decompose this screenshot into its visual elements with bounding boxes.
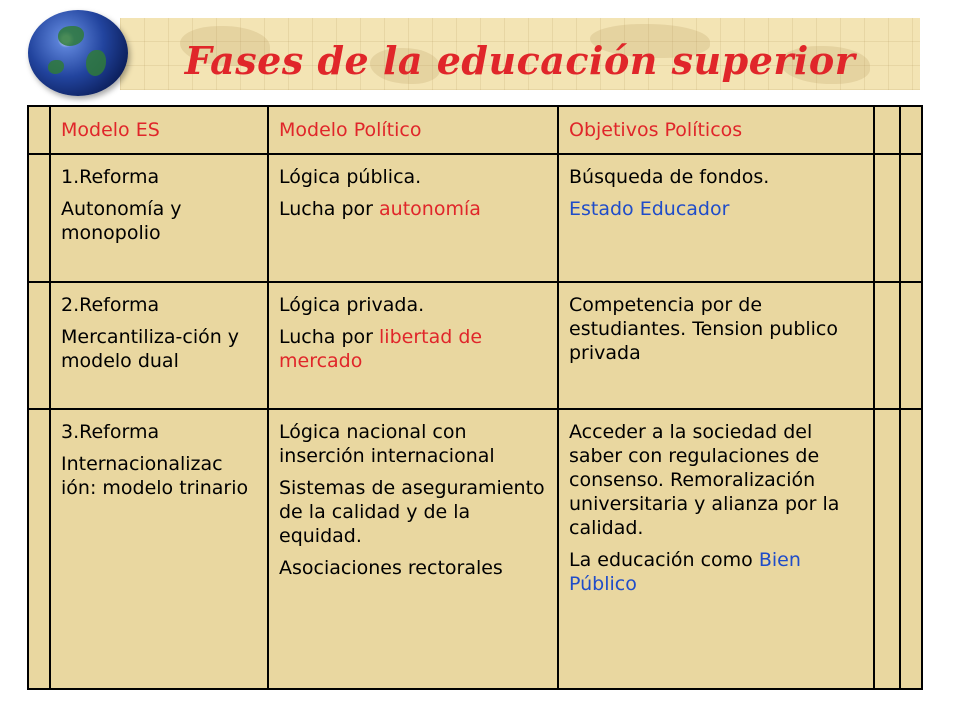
left-edge-cell (28, 409, 50, 689)
policy-assurance: Sistemas de aseguramiento de la calidad y de la equidad. (279, 477, 545, 547)
header-objetivos-politicos: Objetivos Políticos (558, 106, 874, 154)
reform-label: 3.Reforma (61, 421, 160, 443)
right-edge-cell (900, 106, 922, 154)
reform-description: Internacionalizac ión: modelo trinario (61, 453, 249, 499)
left-edge-cell (28, 282, 50, 409)
policy-struggle-emphasis: libertad de mercado (279, 326, 483, 372)
modelo-es-cell (50, 282, 268, 409)
policy-struggle (279, 197, 549, 221)
modelo-es-cell (50, 409, 268, 689)
policy-logic: Lógica nacional con inserción internacional (279, 421, 495, 467)
policy-struggle-prefix: Lucha por (279, 198, 380, 220)
objective-public-good-prefix: La educación como (569, 549, 759, 571)
header-modelo-es: Modelo ES (50, 106, 268, 154)
objetivos-cell (558, 409, 874, 689)
right-edge-cell (900, 409, 922, 689)
reform-label: 1.Reforma (61, 166, 160, 188)
policy-associations: Asociaciones rectorales (279, 557, 503, 579)
modelo-politico-cell (268, 154, 558, 282)
objective-text: Búsqueda de fondos. (569, 166, 770, 188)
left-edge-cell (28, 106, 50, 154)
right-edge-cell (900, 154, 922, 282)
table-row (28, 409, 922, 689)
phases-table (27, 105, 923, 690)
globe-icon (28, 10, 128, 96)
policy-struggle-emphasis: autonomía (379, 198, 481, 220)
policy-logic: Lógica privada. (279, 294, 425, 316)
modelo-politico-cell (268, 282, 558, 409)
reform-label: 2.Reforma (61, 294, 160, 316)
objective-text: Acceder a la sociedad del saber con regulaciones de consenso. Remoralización universitaria y alianza por la calidad. (569, 421, 840, 539)
reform-description: Autonomía y monopolio (61, 198, 182, 244)
right-edge-cell (874, 154, 900, 282)
right-edge-cell (900, 282, 922, 409)
right-edge-cell (874, 106, 900, 154)
modelo-politico-cell (268, 409, 558, 689)
objective-public-good-emphasis: Bien Público (569, 549, 801, 595)
reform-description: Mercantiliza-ción y modelo dual (61, 326, 240, 372)
objetivos-cell (558, 282, 874, 409)
table-row (28, 154, 922, 282)
right-edge-cell (874, 409, 900, 689)
objective-text: Competencia por de estudiantes. Tension publico privada (569, 294, 839, 364)
objective-emphasis: Estado Educador (569, 198, 730, 220)
table-header-row (28, 106, 922, 154)
objective-public-good (569, 548, 865, 596)
objetivos-cell (558, 154, 874, 282)
header-modelo-politico: Modelo Político (268, 106, 558, 154)
policy-logic: Lógica pública. (279, 166, 422, 188)
slide-title: Fases de la educación superior (184, 38, 856, 83)
left-edge-cell (28, 154, 50, 282)
policy-struggle-prefix: Lucha por (279, 326, 380, 348)
policy-struggle (279, 325, 549, 373)
right-edge-cell (874, 282, 900, 409)
table-row (28, 282, 922, 409)
modelo-es-cell (50, 154, 268, 282)
